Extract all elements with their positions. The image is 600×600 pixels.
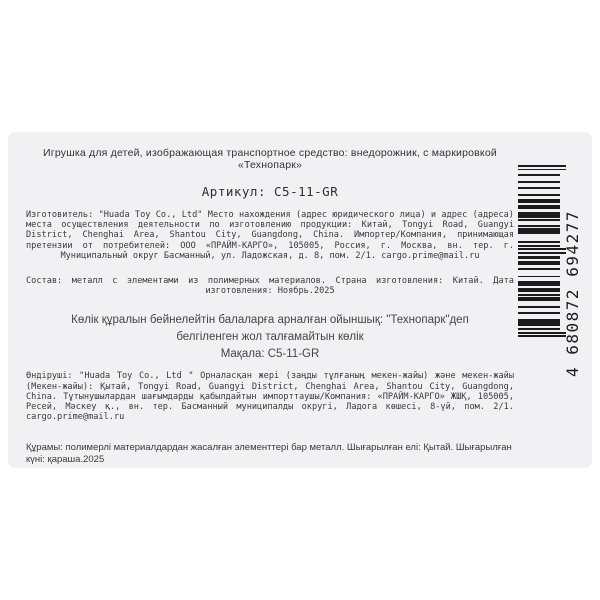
- composition-info-ru: Состав: металл с элементами из полимерных материалов. Страна изготовления: Китай. Дата изготовления: Ноябрь.2025: [26, 276, 514, 297]
- barcode-number: 4 680872 694277: [563, 210, 582, 377]
- label-text-column: [8, 132, 592, 468]
- product-title-ru: Игрушка для детей, изображающая транспортное средство: внедорожник, с маркировкой «Технопарк»: [43, 147, 497, 171]
- barcode-bars: [518, 165, 566, 337]
- product-title-kz: Көлік құралын бейнелейтін балаларға арналған ойыншық: "Технопарк"деп белгіленген жол талғамайтын көлік: [71, 314, 469, 344]
- manufacturer-info-kz: Өндіруші: "Huada Toy Co., Ltd " Орналасқан жері (заңды тұлғаның мекен-жайы) және мекен-жайы (Мекен-жайы): Қытай, Tongyi Road, Guangyi District, Chenghai Area, Shantou City, Guangdong, China. Тұтынушылардан шағымдарды қабылдайтын импорттаушы/Компания: «ПРАЙМ-КАРГО» ЖШҚ, 105005, Ресей, Мәскеу қ., вн. тер. Басманный муниципалды округі, Ладога көшесі, 8-үй, пом. 2/1. cargo.prime@mail.ru: [26, 371, 514, 423]
- article-number-kz: Мақала: C5-11-GR: [220, 348, 320, 361]
- ean13-barcode: [518, 165, 582, 380]
- product-label-card: [8, 132, 592, 468]
- composition-info-kz: Құрамы: полимерлі материалдардан жасалған элементтері бар металл. Шығарылған елі: Қытай. Шығарылған күні: қараша.2025: [26, 442, 512, 465]
- manufacturer-info-ru: Изготовитель: "Huada Toy Co., Ltd" Место нахождения (адрес юридического лица) и адрес (адреса) места осуществления деятельности по изготовлению продукции: Китай, Tongyi Road, Guangyi District, Chenghai Area, Shantou City, Guangdong, China. Импортер/Компания, принимающая претензии от потребителей: ООО «ПРАЙМ-КАРГО», 105005, Россия, г. Москва, вн. тер. г. Муниципальный округ Басманный, ул. Ладожская, д. 8, пом. 2/1. cargo.prime@mail.ru: [26, 210, 514, 261]
- article-number-ru: Артикул: C5-11-GR: [201, 184, 339, 199]
